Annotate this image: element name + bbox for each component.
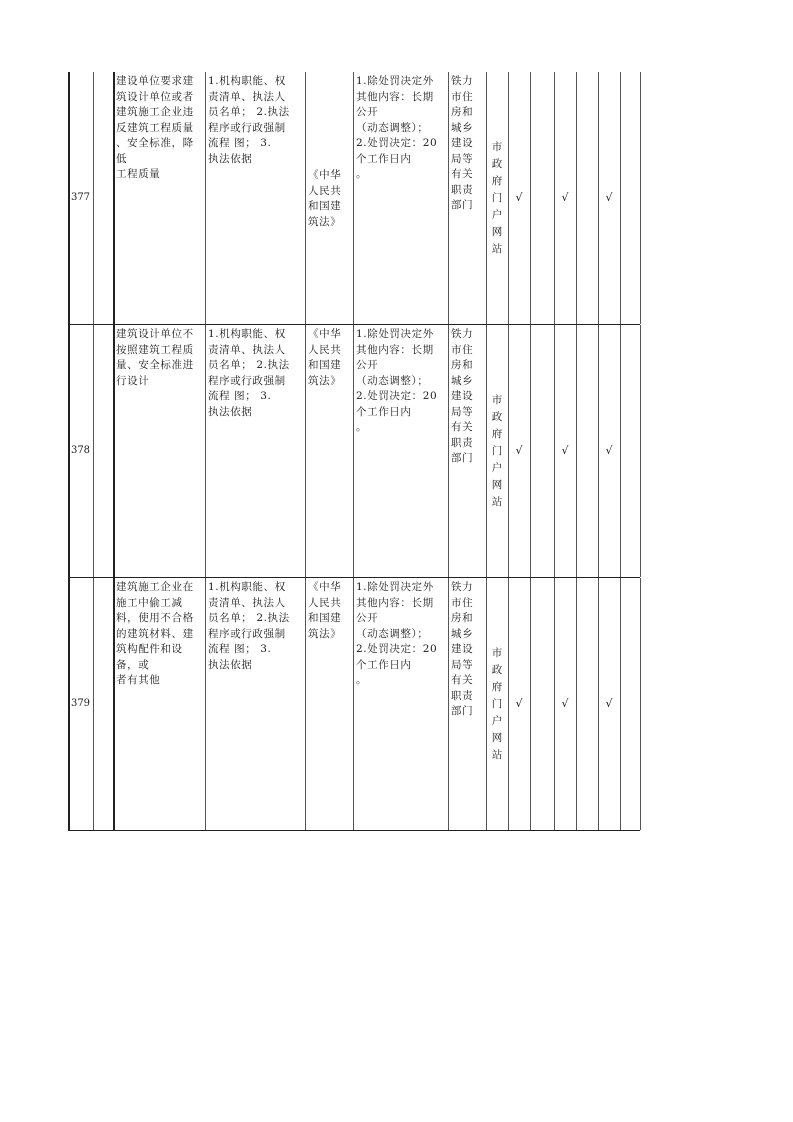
channel-char: 政: [491, 157, 503, 170]
channel-char: 门: [491, 444, 503, 457]
content-text: 1.机构职能、权 责清单、执法人 员名单； 2.执法 程序或行政强制 流程 图； 3. 执法依据: [208, 581, 290, 671]
table-row: [68, 72, 640, 325]
row-number: 379: [70, 698, 91, 710]
disclosure-time: 1.除处罚决定外 其他内容：长期 公开 （动态调整）； 2.处罚决定：20 个工作日内 。: [356, 581, 438, 686]
column-divider: [620, 325, 621, 577]
channel-char: 站: [491, 242, 503, 255]
check-mark: √: [561, 697, 569, 711]
column-divider: [93, 325, 94, 577]
channel-char: 网: [491, 478, 503, 491]
check-mark: √: [605, 697, 613, 711]
disclosure-table: [68, 72, 640, 831]
column-divider: [530, 72, 531, 324]
column-divider: [640, 325, 641, 577]
disclosure-channel: [486, 72, 508, 324]
content-text: 1.机构职能、权 责清单、执法人 员名单； 2.执法 程序或行政强制 流程 图； 3. 执法依据: [208, 75, 290, 165]
channel-char: 市: [491, 646, 503, 659]
row-number: 377: [70, 192, 91, 204]
responsible-department: 铁力 市住 房和 城乡 建设 局等 有关 职责 部门: [451, 581, 474, 717]
column-divider: [576, 72, 577, 324]
row-number: 378: [70, 445, 91, 457]
channel-char: 户: [491, 208, 503, 221]
channel-char: 门: [491, 697, 503, 710]
responsible-department: 铁力 市住 房和 城乡 建设 局等 有关 职责 部门: [451, 75, 474, 211]
disclosure-time: 1.除处罚决定外 其他内容：长期 公开 （动态调整）； 2.处罚决定：20 个工作日内 。: [356, 328, 438, 433]
check-mark: √: [605, 444, 613, 458]
channel-char: 政: [491, 410, 503, 423]
channel-char: 府: [491, 427, 503, 440]
column-divider: [576, 325, 577, 577]
check-mark: √: [561, 191, 569, 205]
check-mark: √: [605, 191, 613, 205]
channel-char: 市: [491, 140, 503, 153]
channel-char: 市: [491, 393, 503, 406]
column-divider: [620, 578, 621, 830]
legal-basis: 《中华 人民共 和国建 筑法》: [308, 581, 342, 640]
table-row: [68, 325, 640, 578]
table-row: [68, 578, 640, 831]
disclosure-time: 1.除处罚决定外 其他内容：长期 公开 （动态调整）； 2.处罚决定：20 个工作日内 。: [356, 75, 438, 180]
channel-char: 府: [491, 174, 503, 187]
matter-text: 建设单位要求建 筑设计单位或者 建筑施工企业违 反建筑工程质量 、安全标准，降 低 工程质量: [116, 75, 194, 180]
check-mark: √: [515, 191, 523, 205]
column-divider: [530, 578, 531, 830]
channel-char: 户: [491, 714, 503, 727]
legal-basis: 《中华 人民共 和国建 筑法》: [308, 328, 342, 387]
content-text: 1.机构职能、权 责清单、执法人 员名单； 2.执法 程序或行政强制 流程 图； 3. 执法依据: [208, 328, 290, 418]
disclosure-channel: [486, 578, 508, 830]
channel-char: 户: [491, 461, 503, 474]
check-mark: √: [515, 697, 523, 711]
matter-text: 建筑设计单位不 按照建筑工程质 量、安全标准进 行设计: [116, 328, 194, 387]
channel-char: 府: [491, 680, 503, 693]
column-divider: [620, 72, 621, 324]
column-divider: [93, 72, 94, 324]
matter-text: 建筑施工企业在 施工中偷工减 料，使用不合格 的建筑材料、建 筑构配件和设 备，或 者有其他: [116, 581, 194, 686]
channel-char: 网: [491, 731, 503, 744]
column-divider: [576, 578, 577, 830]
column-divider: [530, 325, 531, 577]
channel-char: 政: [491, 663, 503, 676]
legal-basis: 《中华 人民共 和国建 筑法》: [308, 169, 342, 228]
channel-char: 站: [491, 748, 503, 761]
check-mark: √: [561, 444, 569, 458]
channel-char: 门: [491, 191, 503, 204]
column-divider: [93, 578, 94, 830]
channel-char: 网: [491, 225, 503, 238]
column-divider: [640, 578, 641, 830]
column-divider: [640, 72, 641, 324]
disclosure-channel: [486, 325, 508, 577]
channel-char: 站: [491, 495, 503, 508]
responsible-department: 铁力 市住 房和 城乡 建设 局等 有关 职责 部门: [451, 328, 474, 464]
check-mark: √: [515, 444, 523, 458]
